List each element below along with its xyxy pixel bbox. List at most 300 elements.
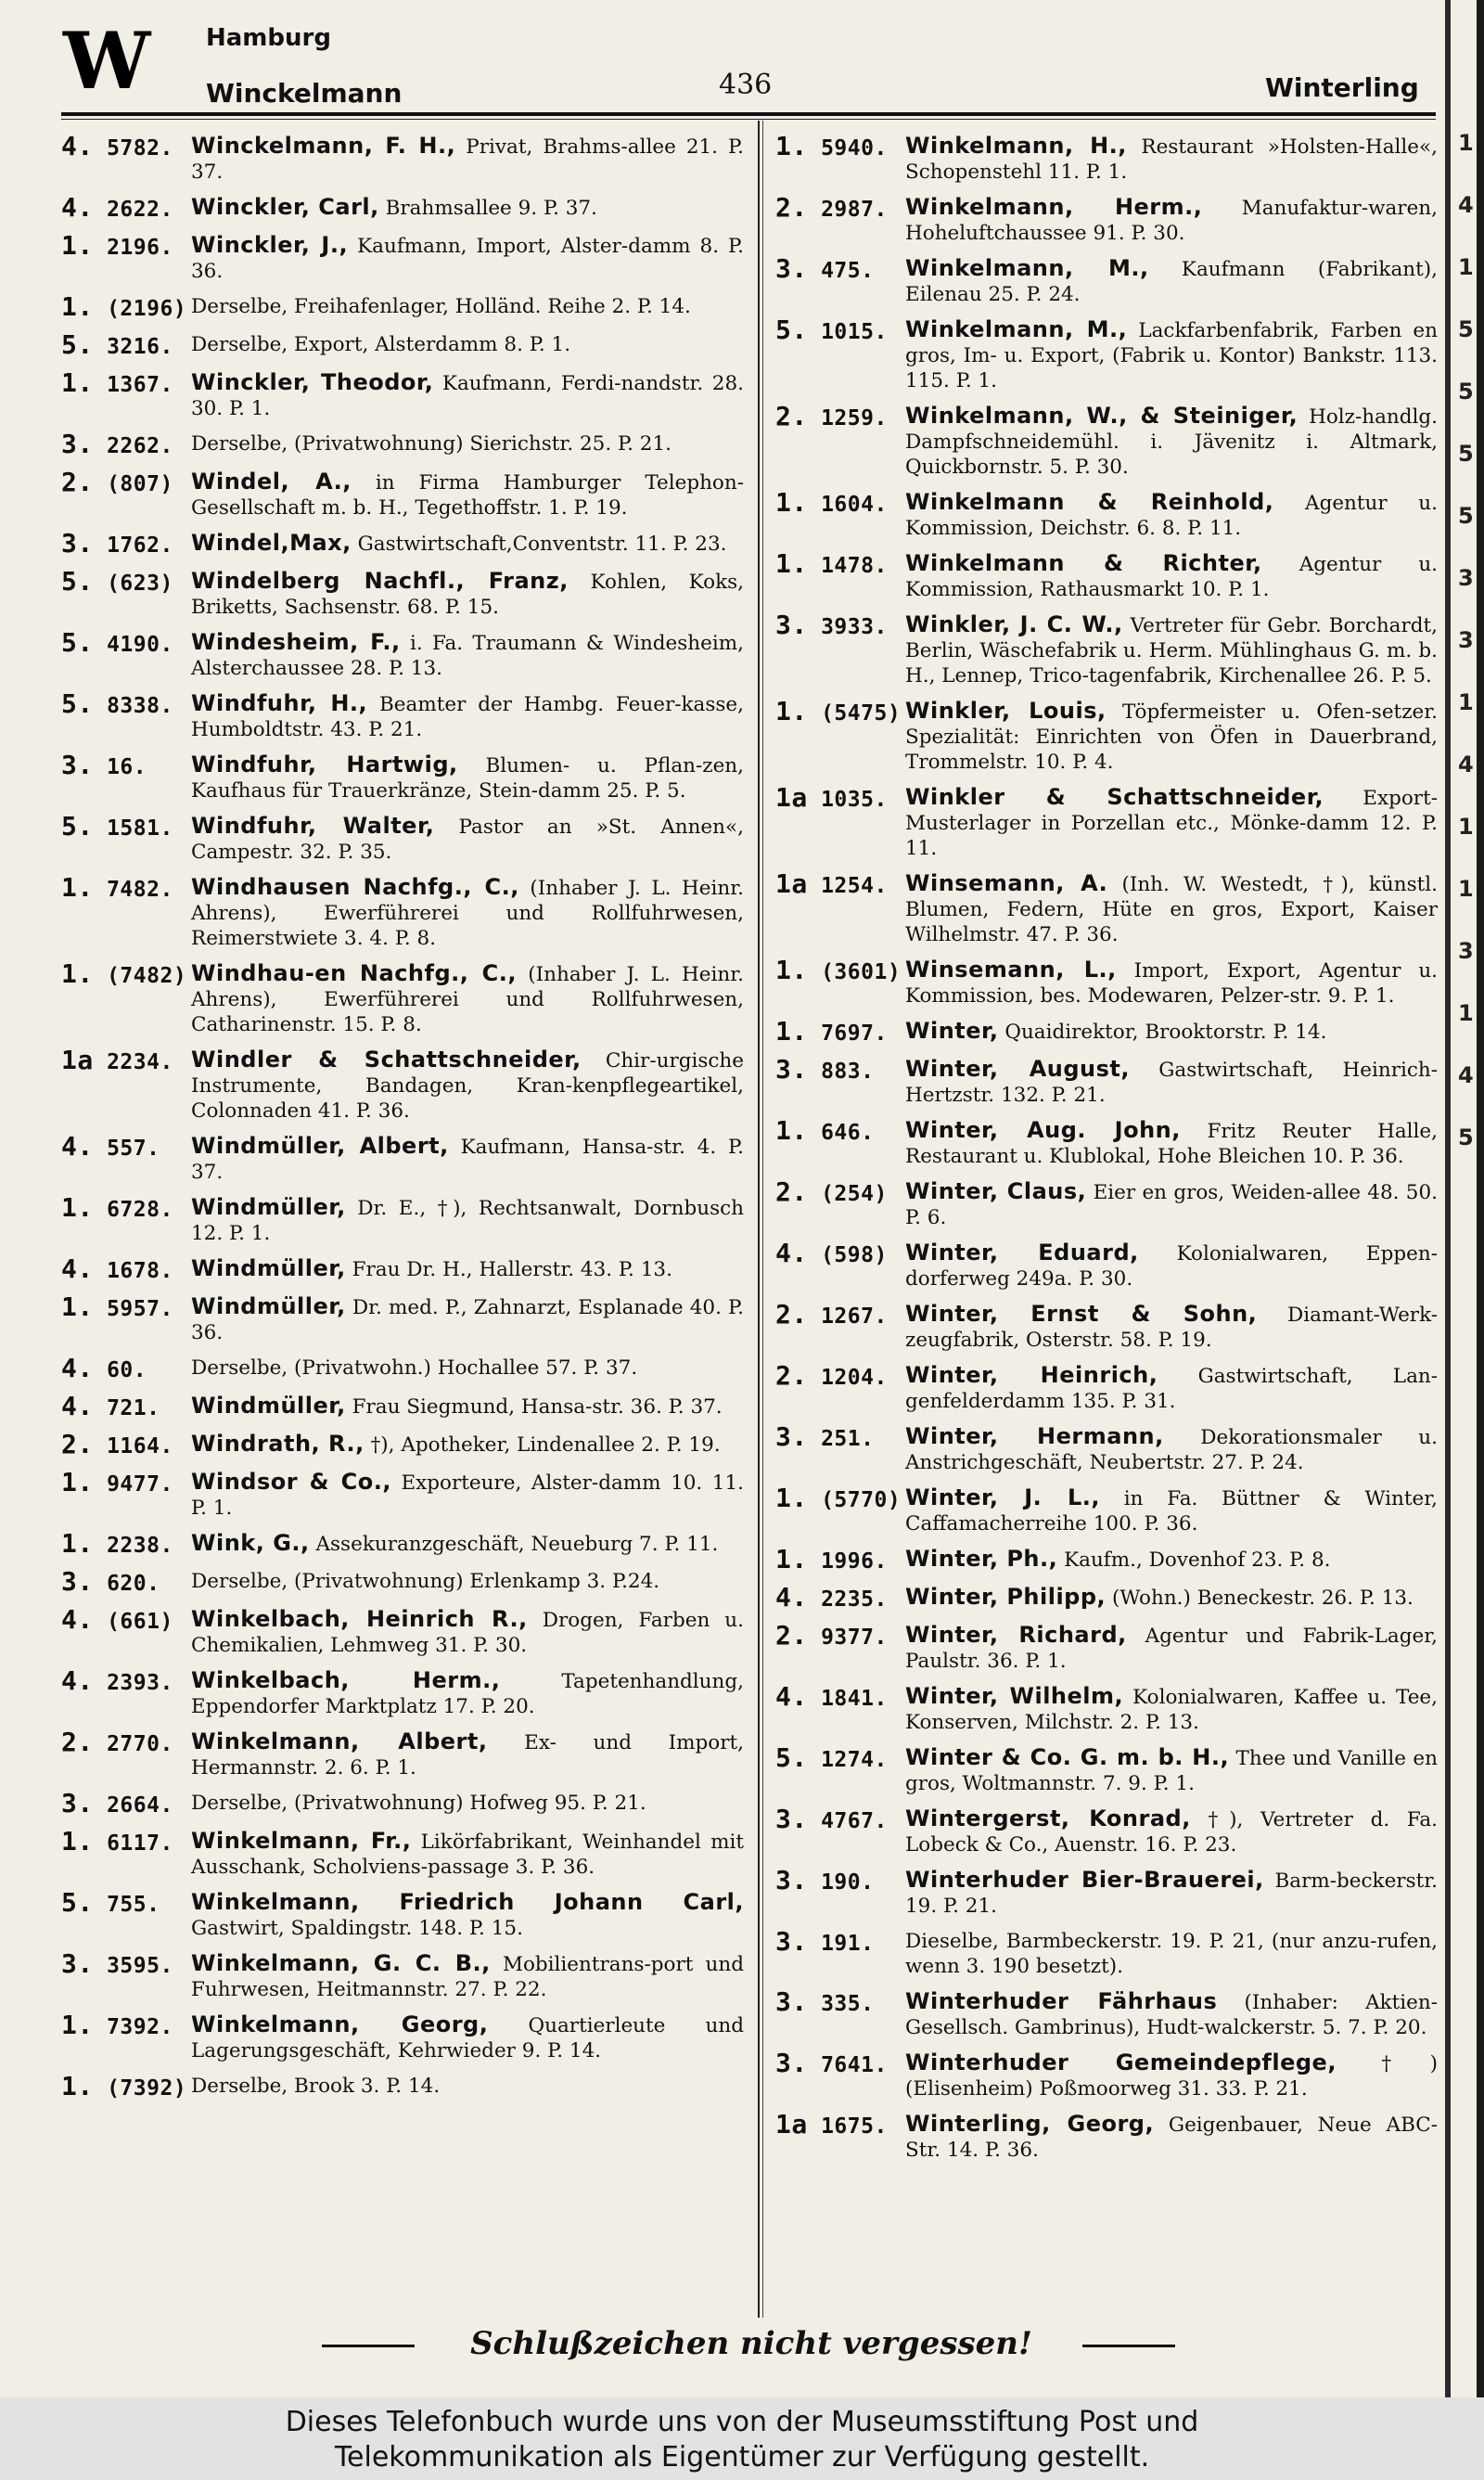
phone-number xyxy=(61,291,191,322)
phone-number xyxy=(775,782,905,813)
subscriber-details: Agentur u. Kommission, Deichstr. 6. 8. P. 11. xyxy=(905,492,1438,540)
phone-number xyxy=(775,1115,905,1146)
line-number: 2235. xyxy=(821,1587,888,1612)
line-number: 1259. xyxy=(821,406,888,430)
entry-body xyxy=(905,134,1438,185)
directory-entry xyxy=(61,1566,744,1597)
line-number: 1267. xyxy=(821,1304,888,1329)
phone-number xyxy=(775,1485,905,1513)
line-number: (807) xyxy=(107,472,173,496)
exchange-zone: 4. xyxy=(61,192,94,223)
edge-glyph: 5 xyxy=(1458,379,1474,405)
line-number: 2262. xyxy=(107,434,173,458)
entry-body xyxy=(191,1531,744,1557)
credit-line-1: Dieses Telefonbuch wurde uns von der Museumsstiftung Post und xyxy=(285,2406,1199,2438)
phone-number xyxy=(775,1926,905,1957)
entry-body xyxy=(905,1868,1438,1919)
left-column xyxy=(61,131,744,2112)
line-number: 7697. xyxy=(821,1022,888,1046)
exchange-zone: 4. xyxy=(61,1665,94,1696)
subscriber-details: Brahmsallee 9. P. 37. xyxy=(385,197,597,220)
entry-body xyxy=(191,431,744,456)
entry-body xyxy=(191,1951,744,2002)
header-right-keyword: Winterling xyxy=(1265,72,1419,103)
phone-number xyxy=(61,131,191,161)
exchange-zone: 1a xyxy=(775,782,808,813)
subscriber-details: Kaufm., Dovenhof 23. P. 8. xyxy=(1064,1548,1331,1572)
exchange-zone: 1. xyxy=(61,2010,94,2040)
directory-entry xyxy=(61,431,744,459)
credit-line-2: Telekommunikation als Eigentümer zur Verfügung gestellt. xyxy=(334,2441,1150,2474)
line-number: 557. xyxy=(107,1137,160,1161)
subscriber-details: Quartierleute und Lagerungsgeschäft, Kehrwieder 9. P. 14. xyxy=(191,2014,744,2062)
subscriber-details: †) (Elisenheim) Poßmoorweg 31. 33. P. 21. xyxy=(905,2052,1438,2101)
directory-entry xyxy=(775,1421,1438,1475)
directory-entry xyxy=(775,1806,1438,1857)
entry-body xyxy=(905,1424,1438,1475)
exchange-zone: 1. xyxy=(61,872,94,903)
subscriber-details: (Inh. W. Westedt, †), künstl. Blumen, Federn, Hüte en gros, Export, Kaiser Wilhelmstr. 47. P. 36. xyxy=(905,873,1439,946)
subscriber-details: Drogen, Farben u. Chemikalien, Lehmweg 31. P. 30. xyxy=(191,1609,744,1657)
phone-number xyxy=(61,1253,191,1284)
directory-entry xyxy=(61,1391,744,1421)
directory-entry xyxy=(775,612,1438,688)
edge-glyph: 1 xyxy=(1458,814,1474,840)
exchange-zone: 3. xyxy=(61,1788,94,1818)
entry-body xyxy=(191,332,744,357)
directory-entry xyxy=(61,1887,744,1941)
header-city: Hamburg xyxy=(206,24,331,52)
directory-entry xyxy=(775,1176,1438,1230)
phone-number xyxy=(61,1291,191,1322)
directory-entry xyxy=(61,131,744,185)
entry-body xyxy=(191,1134,744,1185)
phone-number xyxy=(775,1176,905,1207)
header-rule-thin xyxy=(61,119,1436,120)
phone-number xyxy=(61,1826,191,1857)
phone-number xyxy=(61,1566,191,1597)
subscriber-name: Windler & Schattschneider, xyxy=(191,1047,582,1073)
line-number: 475. xyxy=(821,259,875,283)
edge-glyph: 5 xyxy=(1458,441,1474,467)
line-number: (3601) xyxy=(821,960,902,984)
directory-entry xyxy=(775,131,1438,185)
entry-body xyxy=(905,1179,1438,1230)
exchange-zone: 2. xyxy=(775,1299,808,1330)
exchange-zone: 1. xyxy=(775,1544,808,1574)
entry-body xyxy=(191,961,744,1037)
subscriber-details: Vertreter für Gebr. Borchardt, Berlin, Wäschefabrik u. Herm. Mühlinghaus G. m. b. H., Lennep, Trico-tagenfabrik, Kirchenallee 26. P. 5. xyxy=(905,614,1438,687)
subscriber-name: Winckler, Carl, xyxy=(191,194,379,220)
entry-body xyxy=(905,2112,1438,2163)
phone-number xyxy=(61,1391,191,1421)
edge-glyph: 1 xyxy=(1458,876,1474,902)
header-rule xyxy=(61,112,1436,116)
exchange-zone: 1. xyxy=(61,958,94,989)
directory-entry xyxy=(775,401,1438,480)
phone-number xyxy=(775,192,905,223)
exchange-zone: 4. xyxy=(61,1253,94,1284)
directory-entry xyxy=(775,1681,1438,1735)
subscriber-name: Winkelmann & Reinhold, xyxy=(905,489,1274,515)
phone-number xyxy=(61,1131,191,1162)
line-number: 2238. xyxy=(107,1534,173,1558)
phone-number xyxy=(775,1016,905,1047)
subscriber-name: Winterhuder Bier-Brauerei, xyxy=(905,1867,1264,1893)
entry-body xyxy=(905,1684,1438,1735)
line-number: (661) xyxy=(107,1610,173,1634)
entry-body xyxy=(905,1118,1438,1169)
subscriber-details: Agentur u. Kommission, Rathausmarkt 10. P. 1. xyxy=(905,553,1438,601)
directory-entry xyxy=(61,1131,744,1185)
line-number: (623) xyxy=(107,572,173,596)
subscriber-name: Windsor & Co., xyxy=(191,1469,391,1495)
entry-body xyxy=(905,1547,1438,1573)
footer-rule-left xyxy=(322,2345,415,2347)
entry-body xyxy=(191,1729,744,1780)
entry-body xyxy=(905,1019,1438,1045)
phone-number xyxy=(61,566,191,597)
exchange-zone: 4. xyxy=(775,1681,808,1712)
directory-entry xyxy=(61,230,744,284)
phone-number xyxy=(61,1047,191,1075)
subscriber-name: Winkelmann, H., xyxy=(905,133,1127,159)
exchange-zone: 2. xyxy=(61,1429,94,1459)
exchange-zone: 1. xyxy=(61,1467,94,1497)
entry-body xyxy=(191,233,744,284)
exchange-zone: 3. xyxy=(775,1865,808,1895)
line-number: 2234. xyxy=(107,1050,173,1074)
line-number: 1996. xyxy=(821,1549,888,1574)
entry-body xyxy=(191,1890,744,1941)
directory-entry xyxy=(61,1788,744,1818)
entry-body xyxy=(191,195,744,221)
subscriber-name: Winkler, Louis, xyxy=(905,698,1107,724)
exchange-zone: 1. xyxy=(61,367,94,398)
header-left-keyword: Winckelmann xyxy=(206,78,403,109)
exchange-zone: 5. xyxy=(775,1742,808,1773)
exchange-zone: 4. xyxy=(61,131,94,161)
directory-entry xyxy=(775,1582,1438,1613)
entry-body xyxy=(191,531,744,557)
subscriber-details: Manufaktur-waren, Hoheluftchaussee 91. P. 30. xyxy=(905,197,1438,245)
subscriber-name: Winkelmann, G. C. B., xyxy=(191,1950,491,1976)
section-letter: W xyxy=(63,15,151,107)
line-number: 60. xyxy=(107,1358,147,1382)
subscriber-details: Derselbe, (Privatwohnung) Sierichstr. 25. P. 21. xyxy=(191,432,672,456)
subscriber-name: Winkelmann, Albert, xyxy=(191,1728,488,1754)
subscriber-name: Winkler, J. C. W., xyxy=(905,611,1123,637)
directory-entry xyxy=(61,872,744,951)
entry-body xyxy=(905,1240,1438,1291)
entry-body xyxy=(905,1623,1438,1674)
subscriber-details: Derselbe, (Privatwohn.) Hochallee 57. P. 37. xyxy=(191,1356,638,1380)
exchange-zone: 3. xyxy=(775,1926,808,1957)
directory-entry xyxy=(775,192,1438,246)
subscriber-details: Dr. med. P., Zahnarzt, Esplanade 40. P. 36. xyxy=(191,1296,744,1344)
exchange-zone: 1. xyxy=(61,230,94,261)
phone-number xyxy=(775,2109,905,2139)
edge-glyph: 3 xyxy=(1458,627,1474,653)
phone-number xyxy=(775,131,905,161)
directory-entry xyxy=(61,1429,744,1459)
entry-body xyxy=(191,569,744,620)
subscriber-name: Winkelbach, Herm., xyxy=(191,1667,501,1693)
phone-number xyxy=(775,1582,905,1613)
exchange-zone: 1a xyxy=(775,2109,808,2139)
entry-body xyxy=(191,1356,744,1381)
entry-body xyxy=(905,785,1438,861)
footer-slogan: Schlußzeichen nicht vergessen! xyxy=(470,2325,1032,2362)
directory-entry xyxy=(61,627,744,681)
subscriber-name: Winter, Ph., xyxy=(905,1546,1058,1572)
phone-number xyxy=(775,868,905,899)
exchange-zone: 1. xyxy=(61,1528,94,1559)
line-number: 1035. xyxy=(821,788,888,812)
subscriber-details: Ex- und Import, Hermannstr. 2. 6. P. 1. xyxy=(191,1731,744,1780)
entry-body xyxy=(905,612,1438,688)
subscriber-name: Winter, Wilhelm, xyxy=(905,1683,1124,1709)
phone-number xyxy=(61,367,191,398)
line-number: 2196. xyxy=(107,236,173,260)
entry-body xyxy=(191,1294,744,1345)
exchange-zone: 1. xyxy=(775,487,808,518)
directory-entry xyxy=(61,1192,744,1246)
line-number: 7392. xyxy=(107,2015,173,2039)
entry-body xyxy=(905,256,1438,307)
exchange-zone: 5. xyxy=(61,688,94,719)
edge-glyph: 5 xyxy=(1458,316,1474,342)
directory-entry xyxy=(775,1926,1438,1979)
directory-entry xyxy=(775,2050,1438,2101)
subscriber-name: Windmüller, xyxy=(191,1194,346,1220)
subscriber-name: Wink, G., xyxy=(191,1530,310,1556)
subscriber-details: Holz-handlg. Dampfschneidemühl. i. Jävenitz i. Altmark, Quickbornstr. 5. P. 30. xyxy=(905,405,1438,479)
subscriber-details: Barm-beckerstr. 19. P. 21. xyxy=(905,1870,1438,1918)
exchange-zone: 4. xyxy=(775,1238,808,1268)
column-divider xyxy=(758,121,760,2318)
entry-body xyxy=(905,1745,1438,1796)
directory-entry xyxy=(61,1604,744,1658)
entry-body xyxy=(905,1989,1438,2040)
exchange-zone: 4. xyxy=(61,1353,94,1383)
page-edge-shadow xyxy=(1445,0,1451,2397)
phone-number xyxy=(61,1528,191,1559)
line-number: 4767. xyxy=(821,1809,888,1833)
line-number: 7641. xyxy=(821,2053,888,2077)
phone-number xyxy=(61,230,191,261)
entry-body xyxy=(191,1470,744,1521)
phone-number xyxy=(775,401,905,431)
directory-entry xyxy=(775,1054,1439,1108)
edge-glyph: 3 xyxy=(1458,565,1474,591)
directory-entry xyxy=(775,548,1438,602)
subscriber-details: †), Vertreter d. Fa. Lobeck & Co., Auenstr. 16. P. 23. xyxy=(905,1808,1438,1857)
exchange-zone: 3. xyxy=(61,528,94,559)
subscriber-name: Winkelmann, Friedrich Johann Carl, xyxy=(191,1889,744,1915)
subscriber-name: Windmüller, xyxy=(191,1393,346,1419)
phone-number xyxy=(775,487,905,518)
subscriber-details: Frau Dr. H., Hallerstr. 43. P. 13. xyxy=(352,1258,672,1281)
exchange-zone: 2. xyxy=(61,467,94,497)
subscriber-name: Windfuhr, Hartwig, xyxy=(191,752,458,777)
subscriber-details: Kolonialwaren, Eppen-dorferweg 249a. P. 30. xyxy=(905,1242,1438,1291)
line-number: (598) xyxy=(821,1243,888,1267)
line-number: 1678. xyxy=(107,1259,173,1283)
entry-body xyxy=(905,699,1438,775)
exchange-zone: 5. xyxy=(61,1887,94,1918)
subscriber-details: Töpfermeister u. Ofen-setzer. Spezialität: Einrichten von Öfen in Dauerbrand, Trommelstr. 10. P. 4. xyxy=(905,700,1438,774)
subscriber-details: Kolonialwaren, Kaffee u. Tee, Konserven, Milchstr. 2. P. 13. xyxy=(905,1686,1438,1734)
exchange-zone: 1. xyxy=(775,548,808,579)
phone-number xyxy=(775,1240,905,1268)
directory-entry xyxy=(775,1360,1439,1414)
subscriber-details: in Firma Hamburger Telephon-Gesellschaft m. b. H., Tegethoffstr. 1. P. 19. xyxy=(191,471,744,520)
subscriber-details: Export-Musterlager in Porzellan etc., Mönke-damm 12. P. 11. xyxy=(905,787,1438,860)
directory-entry xyxy=(775,253,1438,307)
line-number: (5475) xyxy=(821,701,902,726)
subscriber-name: Winterhuder Gemeindepflege, xyxy=(905,2050,1337,2075)
exchange-zone: 4. xyxy=(61,1131,94,1162)
subscriber-name: Windesheim, F., xyxy=(191,629,401,655)
phone-number xyxy=(61,1948,191,1979)
edge-glyph: 1 xyxy=(1458,254,1474,280)
exchange-zone: 2. xyxy=(775,1620,808,1651)
phone-number xyxy=(61,1353,191,1383)
subscriber-details: Kaufmann, Import, Alster-damm 8. P. 36. xyxy=(191,235,744,283)
phone-number xyxy=(775,2050,905,2078)
line-number: 6117. xyxy=(107,1831,173,1856)
entry-body xyxy=(905,1363,1438,1414)
line-number: 5957. xyxy=(107,1297,173,1321)
exchange-zone: 2. xyxy=(61,1727,94,1757)
phone-number xyxy=(61,1467,191,1497)
entry-body xyxy=(905,957,1438,1009)
page-number: 436 xyxy=(719,69,773,101)
line-number: 1675. xyxy=(821,2114,888,2139)
directory-entry xyxy=(775,1485,1438,1536)
phone-number xyxy=(775,317,905,345)
directory-entry xyxy=(61,811,744,865)
line-number: (7482) xyxy=(107,964,187,988)
directory-entry xyxy=(61,1353,744,1383)
credit-notice xyxy=(0,2405,1484,2475)
phone-number xyxy=(61,872,191,903)
directory-entry xyxy=(775,487,1438,541)
line-number: 4190. xyxy=(107,633,173,657)
directory-entry xyxy=(61,192,744,223)
entry-body xyxy=(191,469,744,520)
phone-number xyxy=(61,192,191,223)
phone-number xyxy=(61,1604,191,1635)
directory-entry xyxy=(775,1986,1438,2040)
entry-body xyxy=(905,195,1438,246)
exchange-zone: 4. xyxy=(775,1582,808,1613)
entry-body xyxy=(191,1394,744,1420)
line-number: 7482. xyxy=(107,878,173,902)
footer-rule-right xyxy=(1082,2345,1175,2347)
entry-body xyxy=(191,752,744,803)
entry-body xyxy=(191,2074,744,2099)
subscriber-details: Tapetenhandlung, Eppendorfer Marktplatz 17. P. 20. xyxy=(191,1670,744,1718)
subscriber-name: Winter, Richard, xyxy=(905,1622,1127,1648)
phone-number xyxy=(61,1665,191,1696)
directory-entry xyxy=(61,2012,744,2063)
subscriber-details: Restaurant »Holsten-Halle«, Schopenstehl 11. P. 1. xyxy=(905,135,1438,184)
line-number: 1015. xyxy=(821,320,888,344)
edge-glyph: 3 xyxy=(1458,938,1474,964)
subscriber-details: Lackfarbenfabrik, Farben en gros, Im- u. Export, (Fabrik u. Kontor) Bankstr. 113. 115. P. 1. xyxy=(905,319,1438,392)
line-number: 2622. xyxy=(107,198,173,222)
exchange-zone: 3. xyxy=(775,253,808,284)
line-number: (7392) xyxy=(107,2076,187,2101)
subscriber-details: Gastwirt, Spaldingstr. 148. P. 15. xyxy=(191,1917,523,1940)
phone-number xyxy=(61,1729,191,1757)
directory-entry xyxy=(775,696,1438,775)
entry-body xyxy=(905,317,1438,393)
phone-number xyxy=(61,688,191,719)
subscriber-details: Dr. E., †), Rechtsanwalt, Dornbusch 12. P. 1. xyxy=(191,1197,744,1245)
subscriber-name: Windelberg Nachfl., Franz, xyxy=(191,568,569,594)
exchange-zone: 3. xyxy=(61,750,94,780)
directory-entry xyxy=(775,2109,1438,2163)
subscriber-name: Winsemann, L., xyxy=(905,957,1117,983)
exchange-zone: 3. xyxy=(61,1566,94,1597)
subscriber-name: Winter, Ernst & Sohn, xyxy=(905,1301,1258,1327)
phone-number xyxy=(61,329,191,360)
directory-entry xyxy=(775,1865,1438,1919)
exchange-zone: 3. xyxy=(775,610,808,640)
subscriber-details: Agentur und Fabrik-Lager, Paulstr. 36. P. 1. xyxy=(905,1625,1438,1673)
exchange-zone: 5. xyxy=(775,315,808,345)
phone-number xyxy=(775,957,905,985)
entry-body xyxy=(905,2050,1438,2101)
line-number: 755. xyxy=(107,1893,160,1917)
phone-number xyxy=(775,253,905,284)
directory-entry xyxy=(61,1528,744,1559)
phone-number xyxy=(61,2012,191,2040)
subscriber-details: (Inhaber J. L. Heinr. Ahrens), Ewerführerei und Rollfuhrwesen, Catharinenstr. 15. P. 8. xyxy=(191,963,744,1036)
phone-number xyxy=(61,1429,191,1459)
exchange-zone: 5. xyxy=(61,811,94,842)
directory-entry xyxy=(61,958,744,1037)
exchange-zone: 3. xyxy=(775,1421,808,1452)
directory-entry xyxy=(61,1948,744,2002)
subscriber-name: Winckelmann, F. H., xyxy=(191,133,456,159)
line-number: 2770. xyxy=(107,1732,173,1756)
subscriber-details: Diamant-Werk-zeugfabrik, Osterstr. 58. P. 19. xyxy=(905,1304,1438,1352)
line-number: 1581. xyxy=(107,816,173,841)
entry-body xyxy=(905,551,1438,602)
directory-entry xyxy=(775,1620,1438,1674)
subscriber-name: Wintergerst, Konrad, xyxy=(905,1805,1191,1831)
exchange-zone: 2. xyxy=(775,1360,808,1391)
line-number: (5770) xyxy=(821,1488,902,1512)
directory-entry xyxy=(775,1299,1438,1353)
phone-number xyxy=(775,1054,905,1085)
line-number: 1841. xyxy=(821,1687,888,1711)
subscriber-details: Exporteure, Alster-damm 10. 11. P. 1. xyxy=(191,1471,744,1520)
edge-glyph: 4 xyxy=(1458,1062,1474,1088)
directory-entry xyxy=(61,367,744,421)
subscriber-details: i. Fa. Traumann & Windesheim, Alsterchaussee 28. P. 13. xyxy=(191,632,744,680)
line-number: 1762. xyxy=(107,533,173,558)
phone-number xyxy=(775,1865,905,1895)
subscriber-name: Winckler, J., xyxy=(191,232,349,258)
subscriber-details: (Inhaber J. L. Heinr. Ahrens), Ewerführerei und Rollfuhrwesen, Reimerstwiete 3. 4. P. 8. xyxy=(191,877,744,950)
line-number: 1164. xyxy=(107,1434,173,1458)
line-number: 5940. xyxy=(821,136,888,161)
